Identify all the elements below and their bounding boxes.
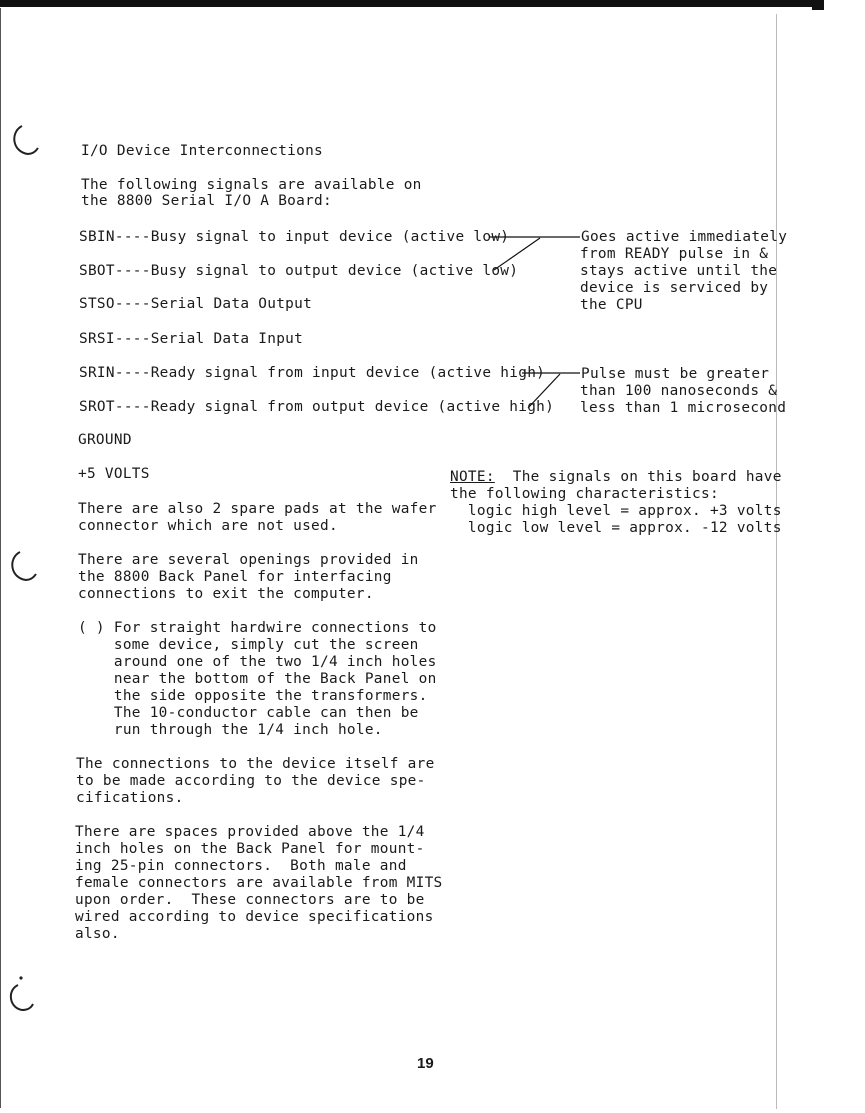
spaces-line-6: wired according to device specifications [75,909,434,925]
busy-note-line-4: device is serviced by [580,280,769,296]
hardwire-line-3: around one of the two 1/4 inch holes [78,654,437,670]
spaces-line-5: upon order. These connectors are to be [75,892,425,908]
connections-line-3: cifications. [76,790,184,806]
signal-ground: GROUND [78,432,132,448]
signal-sbin: SBIN----Busy signal to input device (active low) [79,229,510,245]
page-number: 19 [417,1055,434,1072]
note-text: The signals on this board have [494,469,782,485]
openings-line-1: There are several openings provided in [78,552,419,568]
hardwire-line-5: the side opposite the transformers. [78,688,428,704]
binder-dot [19,976,22,979]
signal-srot: SROT----Ready signal from output device (active high) [79,399,555,415]
openings-line-3: connections to exit the computer. [78,586,374,602]
ready-note-line-3: less than 1 microsecond [580,400,787,416]
signal-sbot: SBOT----Busy signal to output device (active low) [79,263,519,279]
busy-note-line-5: the CPU [580,297,643,313]
hardwire-line-1: ( ) For straight hardwire connections to [78,620,437,636]
spaces-line-7: also. [75,926,120,942]
connections-line-1: The connections to the device itself are [76,756,435,772]
signal-srsi: SRSI----Serial Data Input [79,331,304,347]
intro-line-1: The following signals are available on [81,177,422,193]
busy-note-line-2: from READY pulse in & [580,246,769,262]
page-heading: I/O Device Interconnections [81,143,324,159]
spaces-line-1: There are spaces provided above the 1/4 [75,824,425,840]
busy-note-line-3: stays active until the [580,263,778,279]
signal-stso: STSO----Serial Data Output [79,296,313,312]
spare-pads-line-2: connector which are not used. [78,518,338,534]
note-line-2: the following characteristics: [450,486,719,502]
binder-hole-mark-top [14,126,38,154]
openings-line-2: the 8800 Back Panel for interfacing [78,569,392,585]
binder-hole-mark-bottom [11,985,33,1010]
spaces-line-4: female connectors are available from MITS [75,875,443,891]
connections-line-2: to be made according to the device spe- [76,773,426,789]
hardwire-line-2: some device, simply cut the screen [78,637,419,653]
note-line-3: logic high level = approx. +3 volts [450,503,782,519]
intro-line-2: the 8800 Serial I/O A Board: [81,193,332,209]
ready-note-line-1: Pulse must be greater [581,366,770,382]
spaces-line-3: ing 25-pin connectors. Both male and [75,858,407,874]
signal-srin: SRIN----Ready signal from input device (active high) [79,365,546,381]
hardwire-line-7: run through the 1/4 inch hole. [78,722,383,738]
ready-note-line-2: than 100 nanoseconds & [580,383,778,399]
hardwire-line-6: The 10-conductor cable can then be [78,705,419,721]
busy-note-line-1: Goes active immediately [581,229,788,245]
binder-hole-mark-middle [12,552,36,580]
note-first-line [450,469,782,486]
spaces-line-2: inch holes on the Back Panel for mount- [75,841,425,857]
spare-pads-line-1: There are also 2 spare pads at the wafer [78,501,437,517]
hardwire-line-4: near the bottom of the Back Panel on [78,671,437,687]
signal-plus5: +5 VOLTS [78,466,150,482]
note-label: NOTE: [450,469,495,485]
note-line-4: logic low level = approx. -12 volts [450,520,782,536]
